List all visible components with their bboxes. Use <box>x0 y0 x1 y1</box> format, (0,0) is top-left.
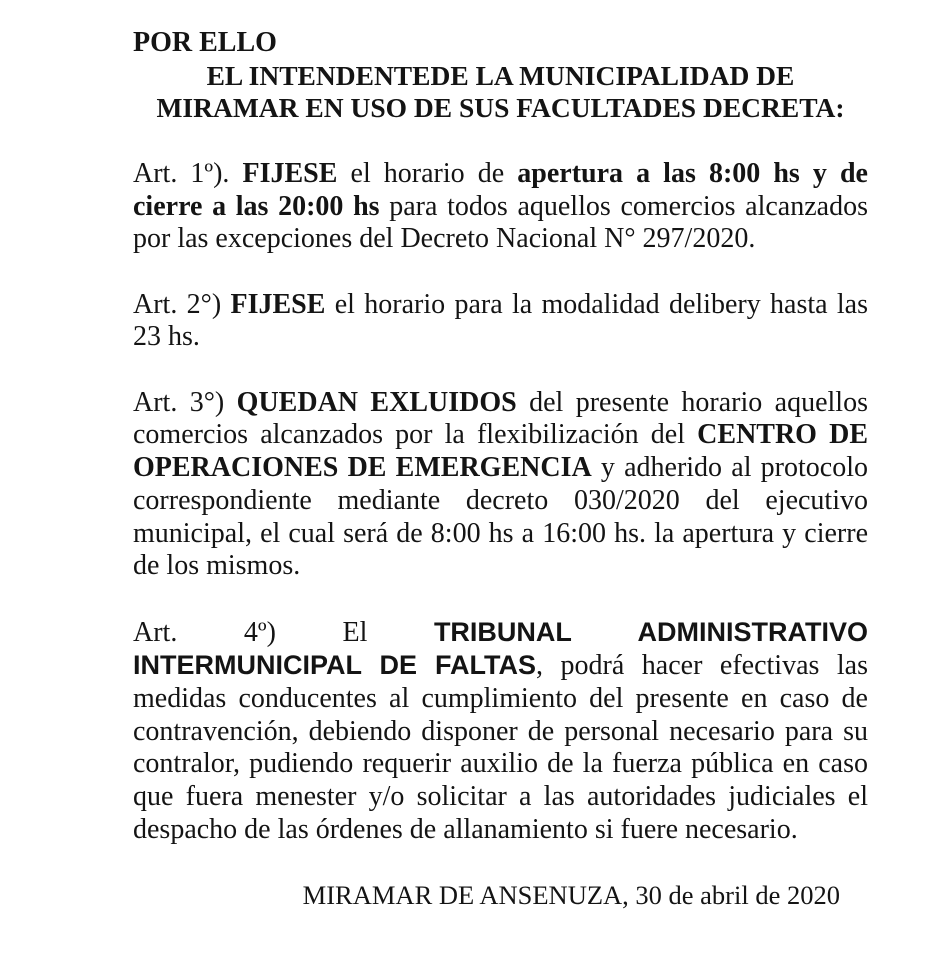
bold-text-run: OPERACIONES DE EMERGENCIA <box>133 452 592 484</box>
date-place-line: MIRAMAR DE ANSENUZA, 30 de abril de 2020 <box>302 880 840 911</box>
text-run: Art. 2°) <box>133 288 231 320</box>
text-line <box>133 814 868 847</box>
text-line <box>133 518 868 551</box>
article-2 <box>133 289 868 354</box>
sans-bold-text-run: INTERMUNICIPAL DE FALTAS <box>133 650 537 681</box>
bold-text-run: CENTRO DE <box>697 419 868 451</box>
text-line <box>133 452 868 485</box>
sans-bold-text-run: TRIBUNAL ADMINISTRATIVO <box>433 616 868 647</box>
bold-text-run: FIJESE <box>230 288 326 320</box>
text-run: Art. 3°) <box>133 386 237 418</box>
text-run: contralor, pudiendo requerir auxilio de la fuerza pública en caso <box>133 748 868 780</box>
text-run: correspondiente mediante decreto 030/2020 del ejecutivo <box>133 484 868 516</box>
text-run: comercios alcanzados por la flexibilización del <box>133 419 698 451</box>
heading-decreta: MIRAMAR EN USO DE SUS FACULTADES DECRETA: <box>156 92 845 124</box>
text-run: contravención, debiendo disponer de personal necesario para su <box>133 715 868 747</box>
text-line <box>133 683 868 716</box>
text-line <box>133 223 868 256</box>
articles-section <box>133 158 868 847</box>
decree-heading <box>133 27 868 125</box>
text-line <box>133 550 868 583</box>
text-run: medidas conducentes al cumplimiento del presente en caso de <box>133 683 868 714</box>
bold-text-run: cierre a las 20:00 hs <box>133 190 380 222</box>
text-line <box>133 191 868 224</box>
heading-intendente: EL INTENDENTEDE LA MUNICIPALIDAD DE <box>206 59 795 91</box>
text-run: municipal, el cual será de 8:00 hs a 16:00 hs. la apertura y cierre <box>133 517 868 549</box>
text-run: y adherido al protocolo <box>591 452 868 484</box>
text-line <box>133 649 868 683</box>
text-line <box>133 321 868 354</box>
text-run: , podrá hacer efectivas las <box>536 650 868 682</box>
text-run: del presente horario aquellos <box>516 386 868 418</box>
article-1 <box>133 158 868 256</box>
text-line <box>133 387 868 420</box>
heading-por-ello: POR ELLO <box>133 27 277 58</box>
text-run: 23 hs. <box>133 321 200 353</box>
decree-document <box>133 27 868 912</box>
bold-text-run: QUEDAN EXLUIDOS <box>236 386 517 418</box>
text-run: que fuera menester y/o solicitar a las autoridades judiciales el <box>133 781 868 813</box>
text-run: Art. 4º) El <box>133 616 434 648</box>
text-line <box>133 419 868 452</box>
text-line <box>133 781 868 814</box>
text-line <box>133 716 868 749</box>
text-line <box>133 485 868 518</box>
text-line <box>133 158 868 191</box>
text-run: el horario de <box>337 157 518 189</box>
text-run: Art. 1º). <box>133 157 243 189</box>
article-4 <box>133 616 868 847</box>
text-line <box>133 289 868 322</box>
text-run: de los mismos. <box>133 550 301 582</box>
text-line <box>133 748 868 781</box>
bold-text-run: apertura a las 8:00 hs y de <box>517 157 868 189</box>
text-run: el horario para la modalidad delibery hasta las <box>325 288 868 320</box>
text-run: despacho de las órdenes de allanamiento si fuere necesario. <box>133 813 798 845</box>
bold-text-run: FIJESE <box>242 157 338 189</box>
article-3 <box>133 387 868 583</box>
text-line <box>133 616 868 650</box>
text-run: para todos aquellos comercios alcanzados <box>379 190 868 222</box>
text-run: por las excepciones del Decreto Nacional N° 297/2020. <box>133 223 756 255</box>
